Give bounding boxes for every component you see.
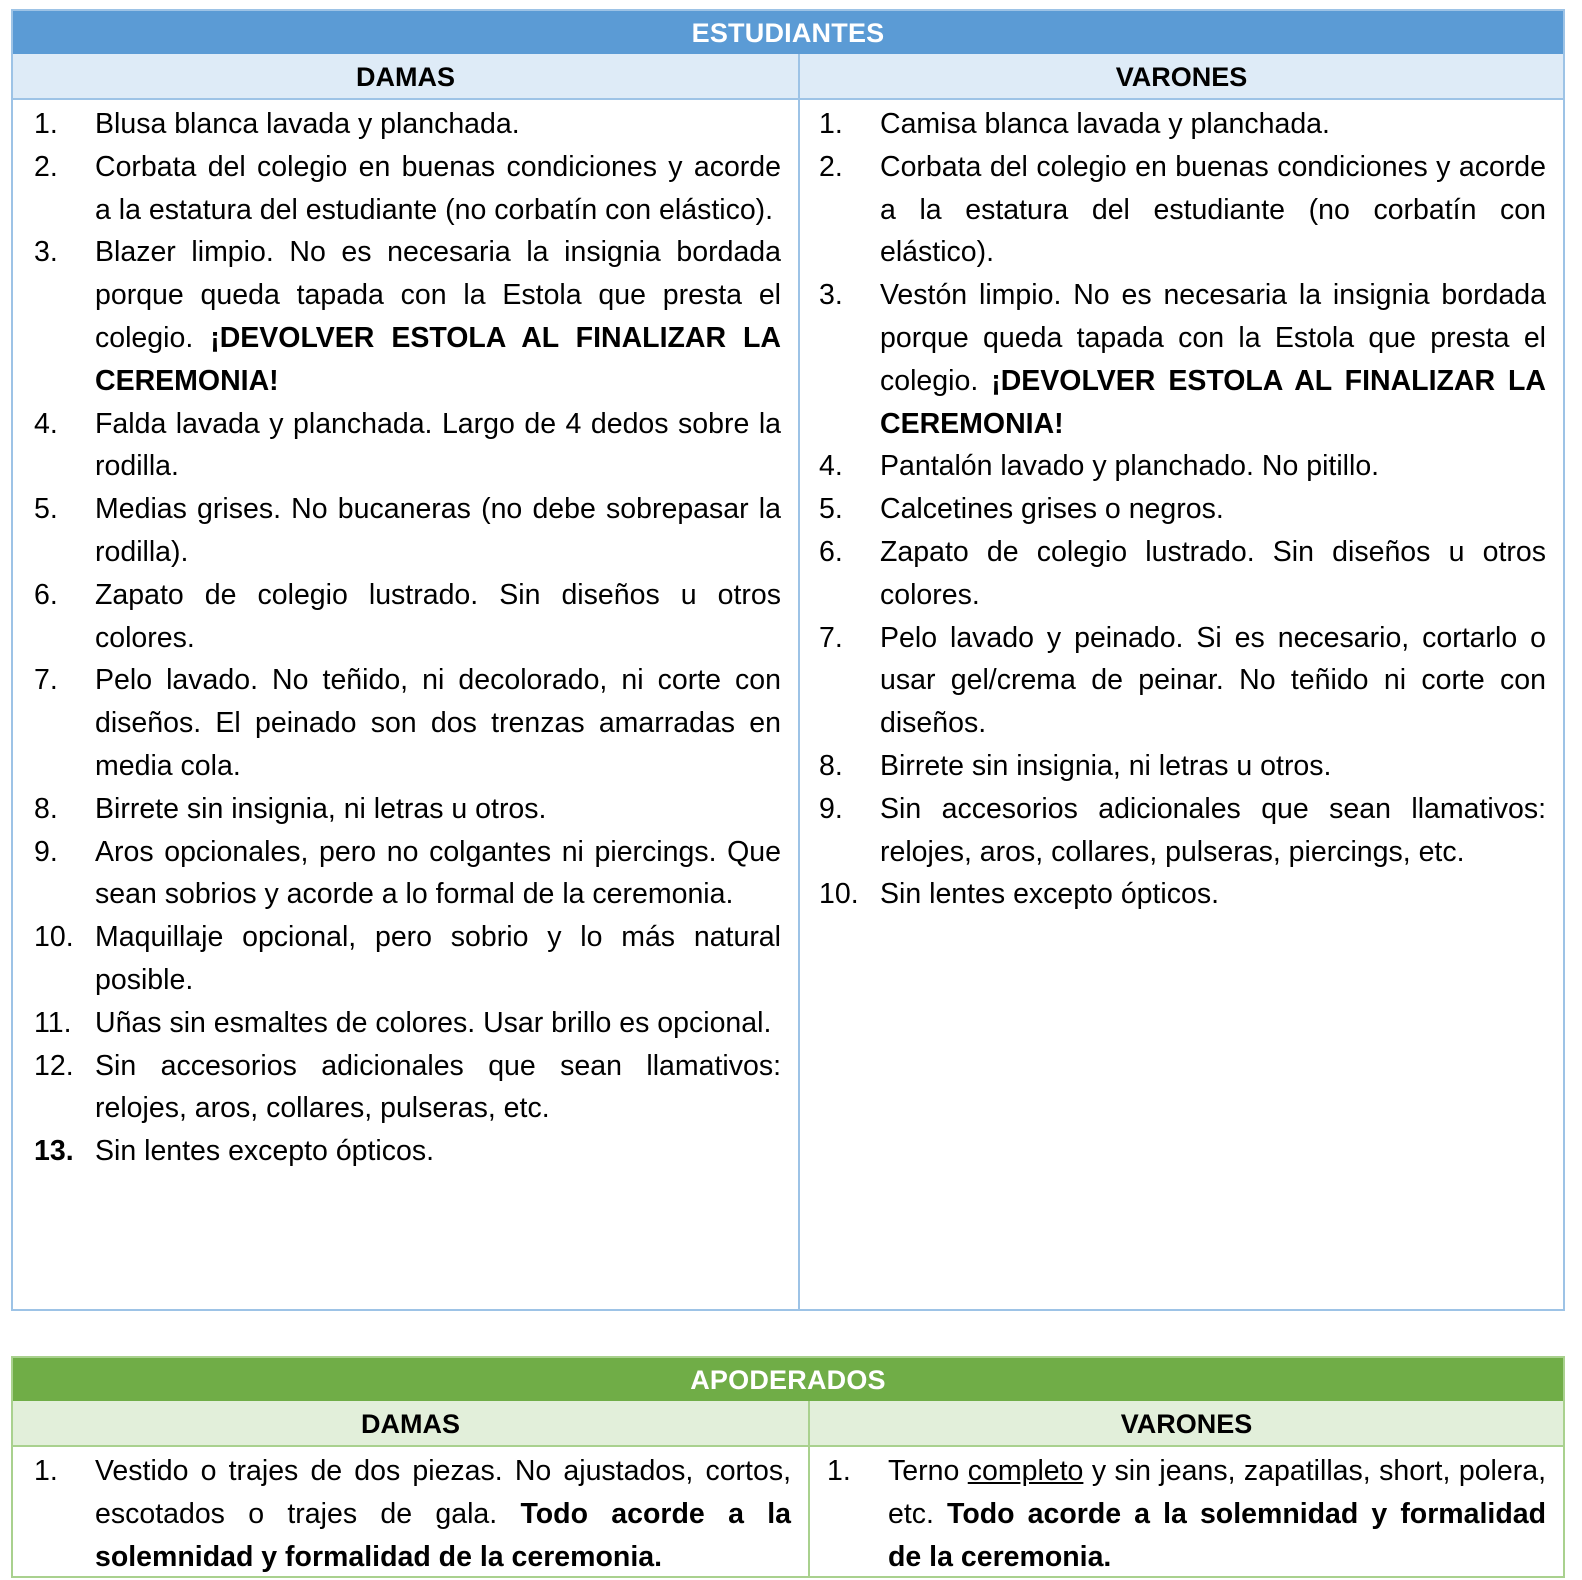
- list-item: [34, 146, 781, 232]
- item-text: [95, 231, 781, 402]
- guardians-varones-header: VARONES: [1120, 1409, 1253, 1439]
- item-number: 8.: [819, 749, 843, 782]
- item-text: [95, 1045, 781, 1131]
- item-text-part: Falda lavada y planchada. Largo de 4 dedos sobre la rodilla.: [95, 407, 781, 483]
- students-header-row: [13, 54, 1563, 100]
- item-text: [880, 788, 1546, 874]
- item-text-part: Sin accesorios adicionales que sean llamativos: relojes, aros, collares, pulseras, etc.: [95, 1049, 781, 1125]
- item-text: [880, 488, 1546, 531]
- item-text: [95, 1130, 781, 1173]
- item-text-bold: Todo acorde a la solemnidad y formalidad de la ceremonia.: [95, 1497, 791, 1573]
- item-text-bold: ¡DEVOLVER ESTOLA AL FINALIZAR LA CEREMONIA!: [95, 321, 782, 397]
- students-varones-list: [819, 103, 1546, 916]
- list-item: [34, 1002, 781, 1045]
- item-text: [95, 659, 781, 787]
- item-text: [880, 617, 1546, 745]
- list-item: [34, 403, 781, 489]
- item-number: 4.: [819, 450, 843, 483]
- item-number: 9.: [819, 792, 843, 825]
- item-text-part: Sin lentes excepto ópticos.: [95, 1135, 435, 1168]
- item-text-part: Zapato de colegio lustrado. Sin diseños u otros colores.: [880, 535, 1546, 611]
- item-number: 4.: [34, 407, 58, 440]
- item-number: 11.: [34, 1006, 72, 1039]
- item-number: 9.: [34, 835, 58, 868]
- list-item: [34, 1130, 781, 1173]
- item-number: 6.: [34, 578, 58, 611]
- list-item: [34, 659, 781, 787]
- item-text: [95, 488, 781, 574]
- guardians-damas-header: DAMAS: [13, 1401, 810, 1445]
- guardians-damas-list: [34, 1450, 791, 1578]
- list-item: [34, 831, 781, 917]
- item-text-part: Corbata del colegio en buenas condiciones y acorde a la estatura del estudiante (no corbatín con elástico).: [880, 150, 1546, 269]
- list-item: [819, 745, 1546, 788]
- item-text: [880, 745, 1546, 788]
- item-text: [880, 531, 1546, 617]
- item-number: 2.: [819, 150, 843, 183]
- item-number: 3.: [34, 236, 58, 269]
- students-damas-list: [34, 103, 781, 1173]
- item-text-part: Sin accesorios adicionales que sean llamativos: relojes, aros, collares, pulseras, piercings, etc.: [880, 792, 1546, 868]
- item-text-part: Vestón limpio. No es necesaria la insignia bordada porque queda tapada con la Estola que presta el colegio.: [880, 279, 1546, 397]
- list-item: [819, 103, 1546, 146]
- item-text: [880, 445, 1546, 488]
- item-number: 8.: [34, 792, 58, 825]
- item-text: [95, 831, 781, 917]
- item-text: [95, 1450, 791, 1578]
- students-damas-header: DAMAS: [13, 54, 800, 98]
- list-item: [34, 788, 781, 831]
- list-item: [34, 1045, 781, 1131]
- guardians-table: [11, 1356, 1565, 1578]
- guardians-damas-column: [13, 1447, 810, 1578]
- item-text-part: Birrete sin insignia, ni letras u otros.: [880, 749, 1332, 782]
- item-text-part: Sin lentes excepto ópticos.: [880, 878, 1220, 911]
- item-number: 1.: [34, 108, 58, 140]
- item-number: 1.: [827, 1455, 851, 1487]
- item-text: [95, 574, 781, 660]
- item-number: 12.: [34, 1049, 74, 1082]
- list-item: [819, 488, 1546, 531]
- item-text-part: Birrete sin insignia, ni letras u otros.: [95, 792, 547, 825]
- item-text: [880, 103, 1546, 146]
- list-item: [34, 488, 781, 574]
- item-number: 7.: [819, 621, 843, 654]
- item-text-part: Blazer limpio. No es necesaria la insignia bordada porque queda tapada con la Estola que presta el colegio.: [95, 236, 781, 354]
- item-text: [880, 873, 1546, 916]
- item-text-part: Maquillaje opcional, pero sobrio y lo más natural posible.: [95, 921, 781, 996]
- item-number: 10.: [34, 921, 74, 954]
- guardians-varones-column: [810, 1447, 1563, 1578]
- item-number: 2.: [34, 150, 58, 183]
- students-table: [11, 9, 1565, 1311]
- students-body: [13, 100, 1563, 1311]
- list-item: [819, 873, 1546, 916]
- item-text-part: completo: [967, 1455, 1084, 1487]
- item-text: [888, 1450, 1546, 1578]
- list-item: [819, 274, 1546, 445]
- students-title: ESTUDIANTES: [13, 11, 1563, 54]
- item-text: [95, 403, 781, 489]
- item-text: [95, 788, 781, 831]
- item-text-part: Camisa blanca lavada y planchada.: [880, 108, 1330, 140]
- list-item: [34, 231, 781, 402]
- guardians-title: APODERADOS: [13, 1358, 1563, 1401]
- item-text: [880, 274, 1546, 445]
- list-item: [819, 788, 1546, 874]
- item-text-part: Blusa blanca lavada y planchada.: [95, 108, 520, 140]
- item-text: [95, 146, 781, 232]
- item-number: 5.: [819, 493, 843, 526]
- list-item: [819, 617, 1546, 745]
- item-number: 7.: [34, 664, 58, 697]
- item-text-part: Pantalón lavado y planchado. No pitillo.: [880, 450, 1380, 483]
- list-item: [819, 531, 1546, 617]
- item-text-part: y sin jeans, zapatillas, short, polera, etc.: [888, 1455, 1546, 1530]
- item-number: 1.: [34, 1455, 58, 1487]
- item-text-bold: Todo acorde a la solemnidad y formalidad de la ceremonia.: [888, 1497, 1547, 1573]
- item-text-part: Vestido o trajes de dos piezas. No ajustados, cortos, escotados o trajes de gala.: [95, 1455, 791, 1530]
- students-varones-column: [800, 100, 1563, 1311]
- item-number: 1.: [819, 108, 843, 140]
- guardians-header-row: [13, 1401, 1563, 1447]
- item-text-part: Uñas sin esmaltes de colores. Usar brillo es opcional.: [95, 1006, 772, 1039]
- item-text-part: Pelo lavado y peinado. Si es necesario, cortarlo o usar gel/crema de peinar. No teñido ni corte con diseños.: [880, 621, 1546, 740]
- item-text-part: Pelo lavado. No teñido, ni decolorado, ni corte con diseños. El peinado son dos trenzas amarradas en media cola.: [95, 664, 781, 782]
- item-text: [95, 103, 781, 146]
- list-item: [827, 1450, 1546, 1578]
- item-number: 10.: [819, 878, 859, 911]
- list-item: [34, 574, 781, 660]
- list-item: [34, 103, 781, 146]
- item-text-bold: ¡DEVOLVER ESTOLA AL FINALIZAR LA CEREMONIA!: [880, 364, 1547, 440]
- item-text-part: Calcetines grises o negros.: [880, 493, 1224, 526]
- list-item: [819, 445, 1546, 488]
- item-text-part: Zapato de colegio lustrado. Sin diseños u otros colores.: [95, 578, 781, 654]
- item-number: 6.: [819, 535, 843, 568]
- item-number: 13.: [34, 1135, 74, 1168]
- item-text-part: Medias grises. No bucaneras (no debe sobrepasar la rodilla).: [95, 493, 781, 568]
- item-text-part: Aros opcionales, pero no colgantes ni piercings. Que sean sobrios y acorde a lo formal de la ceremonia.: [95, 835, 781, 911]
- students-varones-header: VARONES: [1115, 62, 1248, 92]
- item-text: [95, 916, 781, 1002]
- guardians-body: [13, 1447, 1563, 1578]
- list-item: [34, 916, 781, 1002]
- item-text-part: Corbata del colegio en buenas condiciones y acorde a la estatura del estudiante (no corbatín con elástico).: [95, 150, 781, 226]
- item-text-part: Terno: [888, 1455, 968, 1487]
- item-text: [95, 1002, 781, 1045]
- item-number: 3.: [819, 279, 843, 312]
- list-item: [819, 146, 1546, 274]
- item-number: 5.: [34, 493, 58, 526]
- guardians-varones-list: [827, 1450, 1546, 1578]
- list-item: [34, 1450, 791, 1578]
- item-text: [880, 146, 1546, 274]
- students-damas-column: [13, 100, 800, 1311]
